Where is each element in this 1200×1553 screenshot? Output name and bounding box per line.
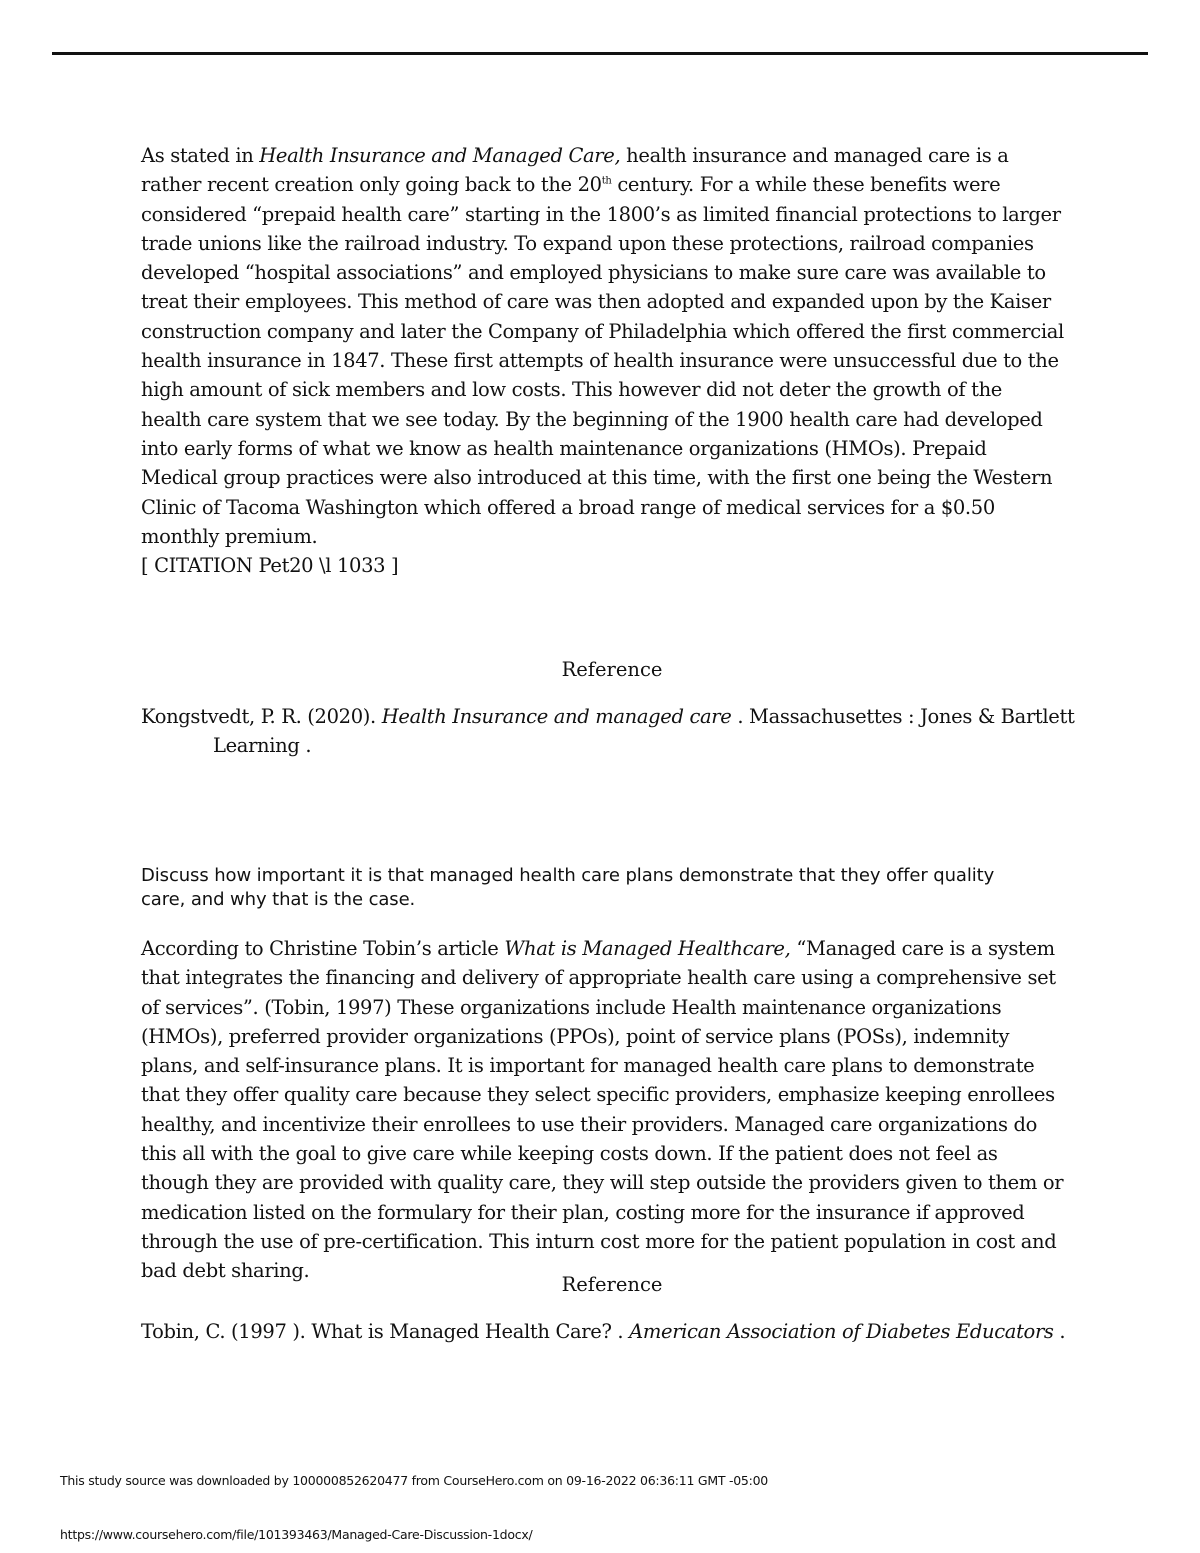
history-text-mid: health insurance and managed care is a rather recent creation only going back to the 20 [141,144,1009,197]
reference-author-2: Tobin, C. (1997 ). What is Managed Health Care? . [141,1320,630,1343]
reference-publisher-1: . Massachusettes : Jones & Bartlett Learning . [213,705,1075,758]
top-rule [52,52,1148,55]
reference-journal-2: American Association of Diabetes Educators [629,1320,1054,1343]
history-text-start: As stated in [141,144,260,167]
source-url[interactable]: https://www.coursehero.com/file/101393463/Managed-Care-Discussion-1docx/ [60,1527,533,1542]
download-notice: This study source was downloaded by 100000852620477 from CourseHero.com on 09-16-2022 06:36:11 GMT -05:00 [60,1473,768,1488]
discussion-prompt: Discuss how important it is that managed health care plans demonstrate that they offer quality care, and why that is the case. [141,865,995,910]
history-text-end: century. For a while these benefits were considered “prepaid health care” starting in the 1800’s as limited financial protections to larger trade unions like the railroad industry. To expand upon these protections, railroad companies developed “hospital associations” and employed physicians to make sure care was available to treat their employees. This method of care was then adopted and expanded upon by the Kaiser construction company and later the Company of Philadelphia which offered the first commercial health insurance in 1847. These first attempts of health insurance were unsuccessful due to the high amount of sick members and low costs. This however did not deter the growth of the health care system that we see today. By the beginning of the 1900 health care had developed into early forms of what we know as health maintenance organizations (HMOs). Prepaid Medical group practices were also introduced at this time, with the first one being the Western Clinic of Tacoma Washington which offered a broad range of medical services for a $0.50 monthly premium. [141,173,1064,548]
history-paragraph [141,141,1066,580]
ordinal-suffix: th [601,175,612,187]
reference-heading-2: Reference [561,1273,663,1296]
reference-title-1: Health Insurance and managed care [381,705,732,728]
managed-care-paragraph [141,934,1066,1286]
reference-entry-1 [141,702,1138,761]
managed-care-text-end: “Managed care is a system that integrates the financing and delivery of appropriate health care using a comprehensive set of services”. (Tobin, 1997) These organizations include Health maintenance organizations (HMOs), preferred provider organizations (PPOs), point of service plans (POSs), indemnity plans, and self-insurance plans. It is important for managed health care plans to demonstrate that they offer quality care because they select specific providers, emphasize keeping enrollees healthy, and incentivize their enrollees to use their providers. Managed care organizations do this all with the goal to give care while keeping costs down. If the patient does not feel as though they are provided with quality care, they will step outside the providers given to them or medication listed on the formulary for their plan, costing more for the insurance if approved through the use of pre-certification. This inturn cost more for the patient population in cost and bad debt sharing. [141,937,1064,1283]
reference-heading-1: Reference [561,658,663,681]
book-title: Health Insurance and Managed Care, [259,144,621,167]
article-title: What is Managed Healthcare, [504,937,791,960]
managed-care-text-start: According to Christine Tobin’s article [141,937,505,960]
history-text [141,141,1066,551]
citation-field: [ CITATION Pet20 \l 1033 ] [141,554,399,578]
reference-author-1: Kongstvedt, P. R. (2020). [141,705,382,728]
reference-entry-2 [141,1317,1138,1346]
reference-end-2: . [1053,1320,1066,1343]
managed-care-text [141,934,1066,1286]
